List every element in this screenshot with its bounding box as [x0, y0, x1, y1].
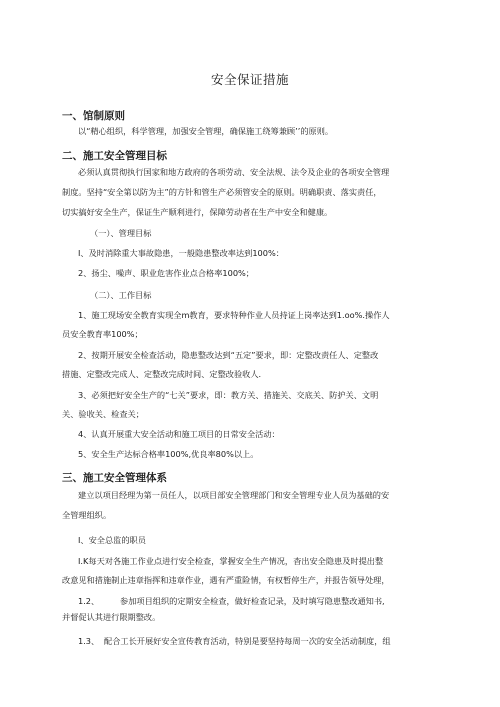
list-item: I、及时消除重大事故隐患，一般隐患整改率达到100%：	[78, 248, 284, 258]
list-item-line: 1、施工现场安全教育实现全m教育，要求特种作业人员持证上岗率达到1.oo%.操作人	[78, 310, 390, 320]
list-item-line: 并督促认其进行限期整改。	[62, 612, 161, 622]
paragraph: 以“精心组织，科学管理，加强安全管理，确保施工绕筹兼顾’’的原则。	[78, 126, 334, 136]
section-heading-2: 二、施工安全管理目标	[62, 150, 167, 162]
subsection-heading: （二）、工作目标	[90, 290, 152, 300]
document-title: 安全保证措施	[210, 72, 289, 87]
section-heading-3: 三、施工安全管理体系	[62, 472, 167, 484]
list-item-line: 关、验收关、检查关；	[62, 409, 144, 419]
list-item-line: 3、必须把好安全生产的“七关”要求，即：教方关、措施关、交底关、防护关、文明	[78, 390, 379, 400]
paragraph-line: 必须认真贯彻执行国家和地方政府的各项劳动、安全法规、法令及企业的各项安全管理	[78, 167, 390, 177]
list-item: 5、安全生产达标合格率100%,优良率80%以上。	[78, 449, 259, 459]
list-item-line: 2、按期开展安全检查活动，隐患整改达到“五定”要求，即：定整改责任人、定整改	[78, 350, 379, 360]
list-item-number: 1.2、	[78, 596, 100, 606]
list-item-line: 措施、定整改完成人、定整改完成时间、定整改验收人.	[62, 369, 262, 379]
paragraph-line: 切实搞好安全生产，保证生产顺利进行，保障劳动者在生产中安全和健康。	[62, 207, 333, 217]
subsection-heading: （一）、管理目标	[90, 228, 152, 238]
section-heading-1: 一、馆制原则	[62, 110, 125, 122]
list-item-line: I.K每天对各施工作业点进行安全检查，掌握安全生产情况，杳出安全隐患及时提出整	[78, 556, 384, 566]
paragraph-line: 建立以项目经理为第一员任人，以项目部安全管理部门和安全管理专业人员为基础的安	[78, 490, 390, 500]
list-item-line: 员安全教育率100%；	[62, 329, 143, 339]
list-item-line: 改意见和措施制止违章指挥和违章作业，遇有严重险情，有权暂停生产，并报告领导处理，	[62, 575, 390, 585]
list-item-line: 参加项目组织的定期安全检查，做好检查记录，及时填写隐患整改通知书,	[120, 596, 385, 606]
list-item: 4、认真开展重大安全活动和施工项目的日常安全活动：	[78, 429, 280, 439]
list-item-line: 配合工长开展好安全宣传教育活动，特别是要坚持每周一次的安全活动制度，组	[104, 636, 391, 646]
list-item-number: 1.3、	[78, 636, 100, 646]
paragraph-line: 全管理组织。	[62, 510, 112, 520]
paragraph-line: 制度。坚持“安全第以防为主”的方针和管生产必须管安全的原则。明确职责、落实责任，	[62, 187, 382, 197]
subsection-heading: I、安全总监的职员	[78, 535, 146, 545]
list-item: 2、扬尘、噪声、职业危害作业点合格率100%；	[78, 268, 254, 278]
